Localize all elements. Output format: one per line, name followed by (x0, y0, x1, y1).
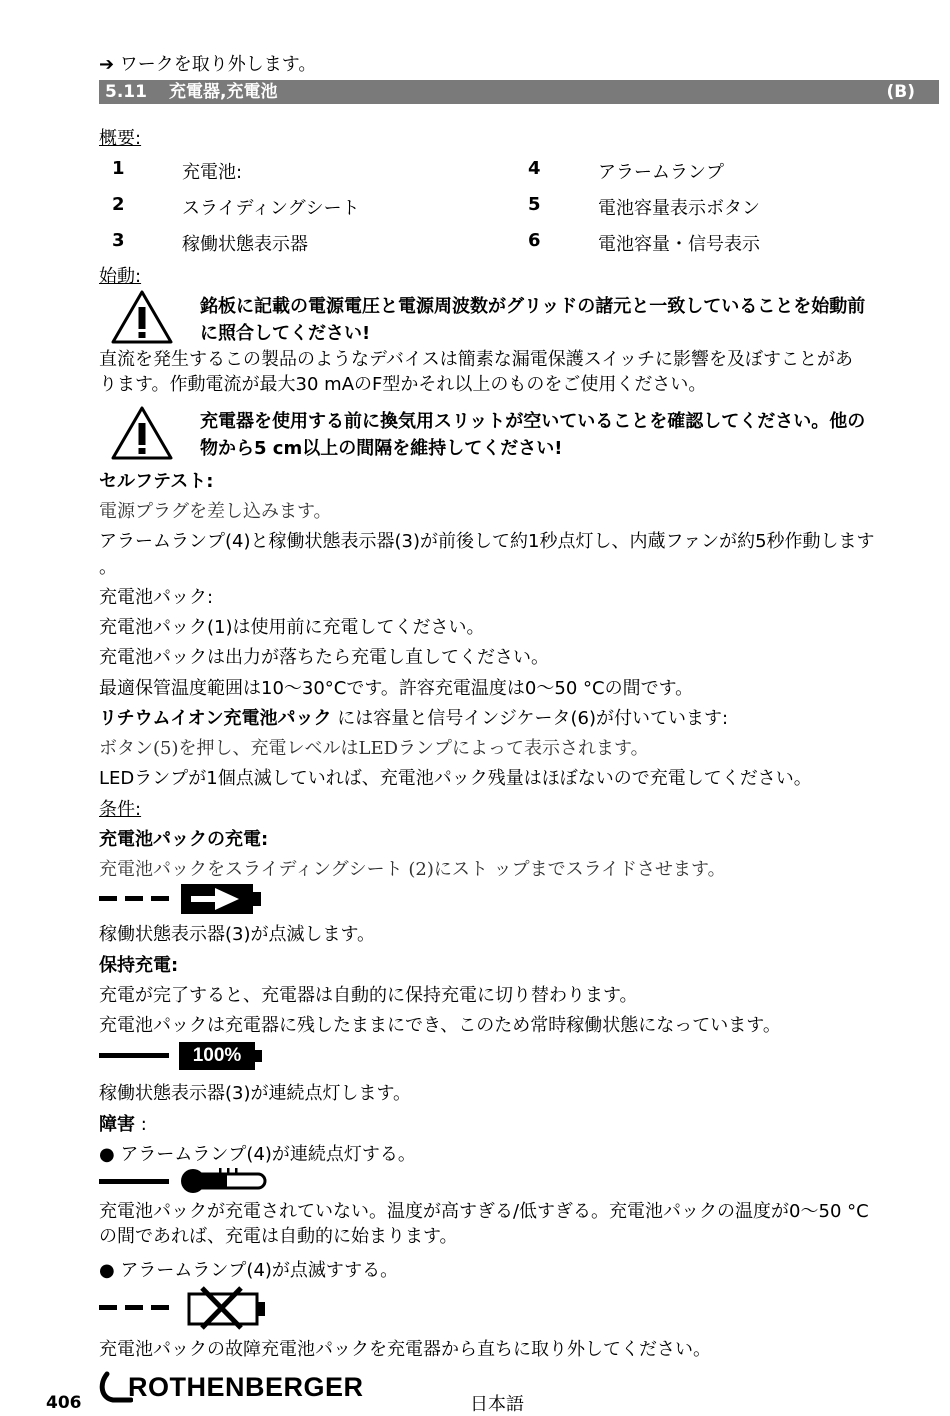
maintain-line: 充電が完了すると、充電器は自動的に保持充電に切り替わります。 (99, 985, 638, 1006)
selftest-line: 。 (99, 557, 117, 578)
pack-line: 充電池パックは出力が落ちたら充電し直してください。 (99, 647, 549, 668)
fault-item: ● アラームランプ(4)が連続点灯する。 (99, 1144, 416, 1165)
pack-line: ボタン(5)を押し、充電レベルはLEDランプによって表示されます。 (99, 738, 649, 759)
overview-num: 2 (112, 194, 125, 215)
overview-label: 電池容量・信号表示 (598, 234, 760, 255)
startup-heading: 始動: (99, 266, 142, 287)
battery-fault-icon (99, 1286, 271, 1330)
thermometer-icon (99, 1166, 274, 1196)
pack-heading: 充電池パック: (99, 587, 214, 608)
overview-num: 1 (112, 158, 125, 179)
overview-num: 6 (528, 230, 541, 251)
section-tag: (B) (886, 82, 915, 102)
warning-text: 銘板に記載の電源電圧と電源周波数がグリッドの諸元と一致していることを始動前 に照合してください! (200, 296, 866, 344)
overview-label: 稼働状態表示器 (182, 234, 308, 255)
fault-heading: 障害 : (99, 1114, 147, 1135)
selftest-heading: セルフテスト: (99, 471, 214, 492)
charging-heading: 充電池パックの充電: (99, 829, 269, 850)
maintain-line: 充電池パックは充電器に残したままにでき、このため常時稼働状態になっています。 (99, 1015, 781, 1036)
selftest-line: 電源プラグを差し込みます。 (99, 501, 332, 522)
charging-line: 充電池パックをスライディングシート (2)にスト ップまでスライドさせます。 (99, 859, 726, 880)
overview-label: 電池容量表示ボタン (598, 198, 760, 219)
charging-status: 稼働状態表示器(3)が点滅します。 (99, 924, 376, 945)
battery-full-label: 100% (179, 1042, 255, 1070)
overview-num: 3 (112, 230, 125, 251)
pack-line: 最適保管温度範囲は10〜30°Cです。許容充電温度は0〜50 °Cの間です。 (99, 678, 694, 699)
battery-full-icon (99, 1042, 264, 1070)
pack-line: 充電池パック(1)は使用前に充電してください。 (99, 617, 485, 638)
fault-item: ● アラームランプ(4)が点滅すする。 (99, 1260, 399, 1281)
battery-charging-icon (99, 883, 264, 915)
selftest-line: アラームランプ(4)と稼働状態表示器(3)が前後して約1秒点灯し、内蔵ファンが約5秒作動します (99, 531, 875, 552)
footer-language: 日本語 (470, 1394, 524, 1415)
overview-label: 充電池: (182, 162, 243, 183)
fault-description: 充電池パックの故障充電池パックを充電器から直ちに取り外してください。 (99, 1339, 711, 1360)
page-number: 406 (46, 1393, 82, 1413)
overview-label: アラームランプ (598, 162, 724, 183)
conditions-heading: 条件: (99, 799, 142, 820)
brand-logo: ROTHENBERGER (128, 1372, 364, 1402)
maintain-heading: 保持充電: (99, 955, 179, 976)
overview-heading: 概要: (99, 128, 142, 149)
rcd-notice: 直流を発生するこの製品のようなデバイスは簡素な漏電保護スイッチに影響を及ぼすことがあ ります。作動電流が最大30 mAのF型かそれ以上のものをご使用ください。 (99, 349, 854, 395)
previous-step-text: ➔ ワークを取り外します。 (99, 54, 317, 75)
maintain-status: 稼働状態表示器(3)が連続点灯します。 (99, 1083, 412, 1104)
pack-line: リチウムイオン充電池パック には容量と信号インジケータ(6)が付いています: (99, 708, 729, 729)
section-title: 充電器,充電池 (169, 82, 278, 102)
fault-description: 充電池パックが充電されていない。温度が高すぎる/低すぎる。充電池パックの温度が0〜50 °C の間であれば、充電は自動的に始まります。 (99, 1201, 869, 1247)
warning-text: 充電器を使用する前に換気用スリットが空いていることを確認してください。他の 物から5 cm以上の間隔を維持してください! (200, 411, 866, 459)
warning-triangle-icon (110, 405, 174, 461)
warning-triangle-icon (110, 289, 174, 345)
overview-num: 5 (528, 194, 541, 215)
section-number: 5.11 (105, 82, 147, 102)
pack-line: LEDランプが1個点滅していれば、充電池パック残量はほぼないので充電してください。 (99, 768, 812, 789)
overview-label: スライディングシート (182, 198, 360, 219)
section-header-bar (99, 80, 939, 104)
overview-num: 4 (528, 158, 541, 179)
